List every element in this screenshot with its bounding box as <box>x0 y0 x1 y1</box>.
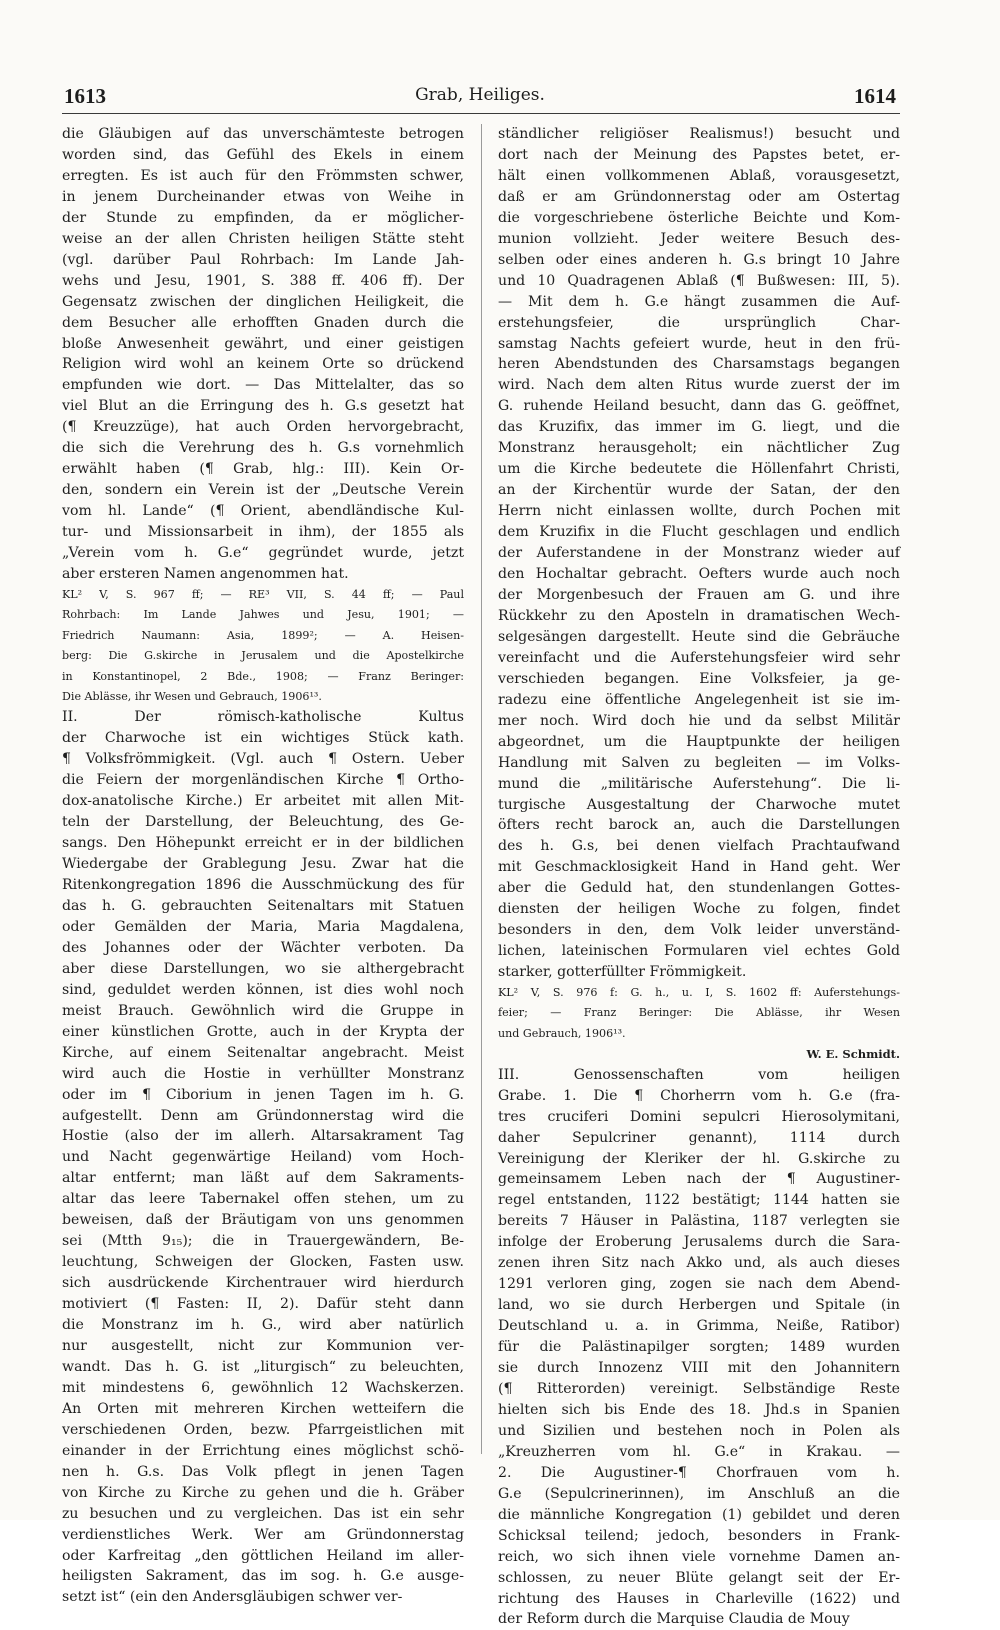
text-line: Hostie (also der im allerh. Altarsakrament Tag <box>62 1128 464 1145</box>
left-column <box>62 124 464 1608</box>
text-line: Rohrbach: Im Lande Jahwes und Jesu, 1901; — <box>62 608 464 622</box>
text-line: bereits 7 Häuser in Palästina, 1187 verlegten sie <box>498 1213 900 1230</box>
text-line: „Kreuzherren vom hl. G.e“ in Krakau. — <box>498 1443 900 1460</box>
text-line: die vorgeschriebene österliche Beichte und Kom- <box>498 209 900 226</box>
text-line: aufgestellt. Denn am Gründonnerstag wird die <box>62 1107 464 1124</box>
text-line: schlossen, zu neuer Blüte gelangt seit der Er- <box>498 1569 900 1586</box>
page-number-right: 1614 <box>854 84 896 108</box>
text-line: der Morgenbesuch der Frauen am G. und ihre <box>498 586 900 603</box>
text-line: tur- und Missionsarbeit in ihm), der 1855 als <box>62 524 464 541</box>
text-line: empfunden wie dort. — Das Mittelalter, das so <box>62 377 464 394</box>
text-line: aber ersteren Namen angenommen hat. <box>62 566 349 583</box>
text-line: altar entfernt; man läßt auf dem Sakraments- <box>62 1170 464 1187</box>
text-line: einer künstlichen Grotte, auch in der Krypta der <box>62 1023 464 1040</box>
text-line: heren Abendstunden des Charsamstags begangen <box>498 356 900 373</box>
text-line: öfters recht barock an, auch die Darstellungen <box>498 817 900 834</box>
text-line: gemeinsamem Leben nach der ¶ Augustiner- <box>498 1171 900 1188</box>
text-line: radezu eine öffentliche Angelegenheit ist sie im- <box>498 691 900 708</box>
text-line: ständlicher religiöser Realismus!) besucht und <box>498 126 900 142</box>
text-line: einander in der Errichtung eines möglichst schö- <box>62 1442 464 1459</box>
text-line: das Kruzifix, das immer im G. liegt, und die <box>498 419 900 436</box>
text-line: weise an der allen Christen heiligen Stätte steht <box>62 230 464 247</box>
text-line: wandt. Das h. G. ist „liturgisch“ zu beleuchten, <box>62 1358 464 1375</box>
text-line: lichen, lateinischen Formularen viel echtes Gold <box>498 943 900 960</box>
text-line: beweisen, daß der Bräutigam von uns genommen <box>62 1212 464 1229</box>
text-line: nen h. G.s. Das Volk pflegt in jenen Tagen <box>62 1463 464 1480</box>
article-paragraph <box>62 124 464 585</box>
text-line: 1291 verloren ging, zogen sie nach dem Abend- <box>498 1276 900 1293</box>
text-line: oder Karfreitag „den göttlichen Heiland im aller- <box>62 1547 464 1564</box>
text-line: Die Ablässe, ihr Wesen und Gebrauch, 1906¹³. <box>62 690 322 703</box>
text-line: aber diese Darstellungen, wo sie althergebracht <box>62 960 464 977</box>
text-line: reich, wo sich ihnen viele vornehme Damen an- <box>498 1548 900 1565</box>
text-line: turgische Ausgestaltung der Charwoche mutet <box>498 796 900 813</box>
text-line: bloße Anwesenheit gewährt, und einer geistigen <box>62 335 464 352</box>
text-line: Rückkehr zu den Aposteln in dramatischen Wech- <box>498 607 900 624</box>
text-line: in jenem Durcheinander etwas von Weihe in <box>62 188 464 205</box>
text-line: aber die Geduld hat, den stundenlangen Gottes- <box>498 880 900 897</box>
text-line: sangs. Den Höhepunkt erreicht er in der bildlichen <box>62 835 464 852</box>
text-line: um die Kirche bedeutete die Höllenfahrt Christi, <box>498 461 900 478</box>
text-line: den Hochaltar gebracht. Oefters wurde auch noch <box>498 566 900 583</box>
text-line: III. Genossenschaften vom heiligen <box>498 1066 900 1083</box>
text-line: Ritenkongregation 1896 die Ausschmückung des für <box>62 877 464 894</box>
text-line: samstag Nachts gefeiert wurde, heut in den frü- <box>498 335 900 352</box>
text-line: die Monstranz im h. G., wird aber natürlich <box>62 1317 464 1334</box>
text-line: der Auferstandene in der Monstranz wieder auf <box>498 545 900 562</box>
text-line: Wiedergabe der Grablegung Jesu. Zwar hat die <box>62 856 464 873</box>
article-paragraph <box>498 124 900 983</box>
text-line: KL² V, S. 976 f: G. h., u. I, S. 1602 ff: Auferstehungs- <box>498 986 900 1000</box>
text-line: (vgl. darüber Paul Rohrbach: Im Lande Jah- <box>62 251 464 268</box>
text-line: verdienstliches Werk. Wer am Gründonnerstag <box>62 1526 464 1543</box>
text-line: altar das leere Tabernakel offen stehen, um zu <box>62 1191 464 1208</box>
text-line: ¶ Volksfrömmigkeit. (Vgl. auch ¶ Ostern. Ueber <box>62 751 464 768</box>
literature-references <box>62 585 464 707</box>
text-line: berg: Die G.skirche in Jerusalem und die Apostelkirche <box>62 649 464 663</box>
text-line: der Reform durch die Marquise Claudia de Mouy <box>498 1611 850 1628</box>
text-line: selben oder eines anderen h. G.s bringt 10 Jahre <box>498 251 900 268</box>
text-line: an der Kirchentür wurde der Satan, der den <box>498 482 900 499</box>
text-line: des Johannes oder der Wächter verboten. Da <box>62 939 464 956</box>
text-line: Schicksal teilend; jedoch, besonders in Frank- <box>498 1527 900 1544</box>
text-line: sie durch Innozenz VIII mit den Johannitern <box>498 1360 900 1377</box>
page-number-left: 1613 <box>64 84 106 108</box>
text-line: teln der Darstellung, der Beleuchtung, des Ge- <box>62 814 464 831</box>
text-line: infolge der Eroberung Jerusalems durch die Sara- <box>498 1234 900 1251</box>
text-line: (¶ Ritterorden) vereinigt. Selbständige Reste <box>498 1381 900 1397</box>
text-line: des h. G.s, bei denen vielfach Prachtaufwand <box>498 838 900 855</box>
text-line: die Feiern der morgenländischen Kirche ¶ Ortho- <box>62 772 464 789</box>
text-line: dort nach der Meinung des Papstes betet, er- <box>498 146 900 163</box>
text-line: Monstranz herausgeholt; ein nächtlicher Zug <box>498 440 900 457</box>
text-line: sich ausdrückende Kirchentrauer wird hierdurch <box>62 1275 464 1292</box>
text-line: leuchtung, Schweigen der Glocken, Fasten usw. <box>62 1254 464 1271</box>
text-line: regel entstanden, 1122 bestätigt; 1144 hatten sie <box>498 1192 900 1209</box>
text-line: mer noch. Wird doch hie und da selbst Militär <box>498 712 900 729</box>
text-line: diensten der heiligen Woche zu folgen, findet <box>498 901 900 918</box>
text-line: starker, gotterfüllter Frömmigkeit. <box>498 964 747 981</box>
text-line: daher Sepulcriner genannt), 1114 durch <box>498 1129 900 1146</box>
text-line: meist Brauch. Gewöhnlich wird die Gruppe in <box>62 1002 464 1019</box>
text-line: zu besuchen und zu vergleichen. Das ist ein sehr <box>62 1505 464 1522</box>
text-line: für die Palästinapilger sorgten; 1489 wurden <box>498 1339 900 1356</box>
text-line: dox-anatolische Kirche.) Er arbeitet mit allen Mit- <box>62 793 464 810</box>
text-line: Gegensatz zwischen der dinglichen Heiligkeit, die <box>62 293 464 310</box>
section-ii-paragraph <box>62 707 464 1608</box>
text-line: vom hl. Lande“ (¶ Orient, abendländische Kul- <box>62 503 464 520</box>
text-line: motiviert (¶ Fasten: II, 2). Dafür steht dann <box>62 1296 464 1313</box>
text-line: munion vollzieht. Jeder weitere Besuch des- <box>498 230 900 247</box>
text-line: besonders in den, dem Volk leider unverständ- <box>498 922 900 939</box>
text-line: viel Blut an die Erringung des h. G.s gesetzt hat <box>62 398 464 415</box>
text-line: — Mit dem h. G.e hängt zusammen die Auf- <box>498 293 900 310</box>
literature-references <box>498 983 900 1044</box>
text-line: in Konstantinopel, 2 Bde., 1908; — Franz Beringer: <box>62 669 464 683</box>
text-line: zenen ihren Sitz nach Akko und, als auch dieses <box>498 1255 900 1272</box>
text-line: nur ausgestellt, nicht zur Kommunion ver- <box>62 1338 464 1354</box>
text-line: Deutschland u. a. in Grimma, Neiße, Ratibor) <box>498 1318 900 1335</box>
text-line: G.e (Sepulcrinerinnen), im Anschluß an die <box>498 1485 900 1502</box>
text-line: die Gläubigen auf das unverschämteste betrogen <box>62 126 464 142</box>
text-line: der Charwoche ist ein wichtiges Stück kath. <box>62 730 464 747</box>
text-line: II. Der römisch-katholische Kultus <box>62 709 464 726</box>
text-line: wird. Nach dem alten Ritus wurde zuerst der im <box>498 377 900 394</box>
right-column <box>498 124 900 1630</box>
text-line: die männliche Kongregation (1) gebildet und deren <box>498 1506 900 1523</box>
text-line: heiligsten Sakrament, das im sog. h. G.e ausge- <box>62 1568 464 1585</box>
text-line: erregten. Es ist auch für den Frömmsten schwer, <box>62 167 464 184</box>
text-line: Grabe. 1. Die ¶ Chorherrn vom h. G.e (fra- <box>498 1087 900 1104</box>
text-line: verschiedenen Orden, bezw. Pfarrgeistlichen mit <box>62 1421 464 1438</box>
text-line: oder im ¶ Ciborium in jenen Tagen im h. G. <box>62 1086 464 1103</box>
text-line: und Nacht gegenwärtige Heiland) vom Hoch- <box>62 1149 464 1166</box>
text-line: abgeordnet, um die Hauptpunkte der heiligen <box>498 733 900 750</box>
text-line: mit mindestens 6, gewöhnlich 12 Wachskerzen. <box>62 1379 464 1396</box>
text-line: Vereinigung der Kleriker der hl. G.skirche zu <box>498 1150 900 1167</box>
page-header <box>62 84 898 114</box>
text-line: Handlung mit Salven zu begleiten — im Volks- <box>498 754 900 771</box>
text-line: Friedrich Naumann: Asia, 1899²; — A. Heisen- <box>62 628 464 642</box>
text-line: dem Besucher alle erhofften Gnaden durch die <box>62 314 464 331</box>
text-line: wird auch die Hostie in verhüllter Monstranz <box>62 1065 464 1082</box>
text-line: vereinfacht und die Auferstehungsfeier wird sehr <box>498 649 900 666</box>
text-line: feier; — Franz Beringer: Die Ablässe, ihr Wesen <box>498 1006 900 1020</box>
text-line: Religion wird wohl an keinem Orte so drückend <box>62 356 464 373</box>
text-line: mit Geschmacklosigkeit Hand in Hand geht. Wer <box>498 859 900 876</box>
text-line: KL² V, S. 967 ff; — RE³ VII, S. 44 ff; — Paul <box>62 587 464 601</box>
text-line: das h. G. gebrauchten Seitenaltars mit Statuen <box>62 897 464 914</box>
text-line: sind, geduldet werden können, ist dies wohl noch <box>62 981 464 998</box>
text-line: wehs und Jesu, 1901, S. 388 ff. 406 ff). Der <box>62 272 464 289</box>
running-title: Grab, Heiliges. <box>415 85 545 105</box>
text-line: verschieden begangen. Eine Volksfeier, ja ge- <box>498 670 900 687</box>
text-line: daß er am Gründonnerstag oder am Ostertag <box>498 188 900 205</box>
text-line: land, wo sie durch Herbergen und Spitale (in <box>498 1297 900 1314</box>
text-line: „Verein vom h. G.e“ gegründet wurde, jetzt <box>62 545 464 562</box>
text-line: oder Gemälden der Maria, Maria Magdalena, <box>62 918 464 935</box>
text-line: selgesängen dargestellt. Heute sind die Gebräuche <box>498 628 900 645</box>
text-line: und Sizilien und bestehen noch in Polen als <box>498 1422 900 1439</box>
text-line: 2. Die Augustiner-¶ Chorfrauen vom h. <box>498 1464 900 1481</box>
text-line: erwählt haben (¶ Grab, hlg.: III). Kein Or- <box>62 461 464 478</box>
column-separator <box>481 124 482 1454</box>
text-line: Herrn nicht einlassen wollte, durch Pochen mit <box>498 503 900 520</box>
section-iii-paragraph <box>498 1065 900 1630</box>
text-line: erstehungsfeier, die ursprünglich Char- <box>498 314 900 331</box>
text-line: setzt ist“ (ein den Andersgläubigen schwer ver- <box>62 1589 403 1606</box>
text-line: Kirche, auf einem Seitenaltar angebracht. Meist <box>62 1044 464 1061</box>
text-line: tres cruciferi Domini sepulcri Hierosolymitani, <box>498 1108 900 1125</box>
text-line: dem Kruzifix in die Flucht geschlagen und endlich <box>498 524 900 541</box>
text-line: worden sind, das Gefühl des Ekels in einem <box>62 146 464 163</box>
text-line: und 10 Quadragenen Ablaß (¶ Bußwesen: III, 5). <box>498 272 900 289</box>
text-line: und Gebrauch, 1906¹³. <box>498 1026 626 1040</box>
text-line: mund die „militärische Auferstehung“. Die li- <box>498 775 900 792</box>
text-line: (¶ Kreuzzüge), hat auch Orden hervorgebracht, <box>62 419 464 436</box>
header-rule <box>62 113 900 114</box>
author-signature: W. E. Schmidt. <box>806 1047 900 1062</box>
text-line: hält einen vollkommenen Ablaß, vorausgesetzt, <box>498 167 900 184</box>
text-line: An Orten mit mehreren Kirchen wetteifern die <box>62 1400 464 1417</box>
text-line: die sich die Verehrung des h. G.s vornehmlich <box>62 440 464 457</box>
text-line: richtung des Hauses in Charleville (1622) und <box>498 1590 900 1607</box>
text-line: von Kirche zu Kirche zu gehen und die h. Gräber <box>62 1484 464 1501</box>
text-line: der Stunde zu empfinden, da er möglicher- <box>62 209 464 226</box>
text-line: sei (Mtth 9₁₅); die in Trauergewändern, Be- <box>62 1233 464 1250</box>
text-line: den, sondern ein Verein ist der „Deutsche Verein <box>62 482 464 499</box>
text-line: hielten sich bis Ende des 18. Jhd.s in Spanien <box>498 1401 900 1418</box>
text-line: G. ruhende Heiland besucht, dann das G. geöffnet, <box>498 398 900 415</box>
